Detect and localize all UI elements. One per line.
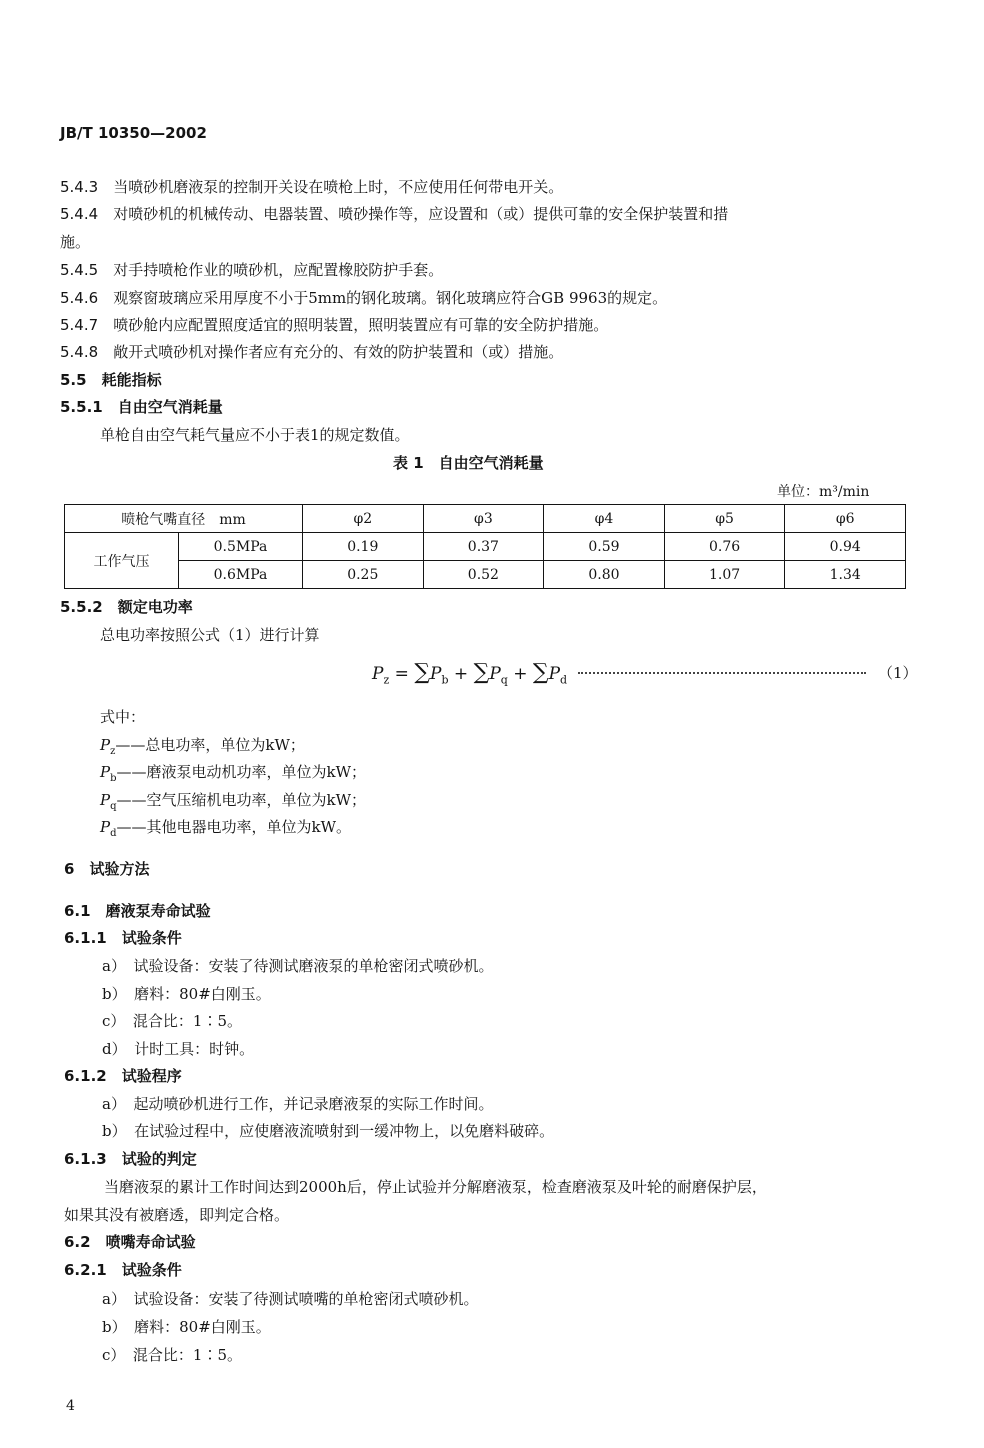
section-6-heading (64, 860, 149, 878)
where-label (100, 708, 145, 726)
air-consumption-table (64, 504, 906, 589)
clause-5-4-4-continued (60, 233, 90, 251)
page-number: 4 (66, 1398, 75, 1414)
list-text: 磨料：80#白刚玉。 (134, 985, 271, 1003)
table-cell: 0.25 (303, 561, 424, 589)
clause-text: 施。 (60, 233, 91, 251)
clause-5-4-5 (60, 261, 443, 279)
paragraph-continued (64, 1206, 289, 1224)
paragraph (100, 426, 410, 444)
clause-5-4-7 (60, 316, 608, 334)
variable-symbol: $P_d$ (100, 818, 117, 839)
list-text: 磨料：80#白刚玉。 (134, 1318, 271, 1336)
section-title: 试验程序 (121, 1067, 182, 1085)
where-text: 式中： (100, 708, 146, 726)
section-title: 额定电功率 (117, 598, 193, 616)
list-item (102, 1346, 242, 1364)
clause-text: 敞开式喷砂机对操作者应有充分的、有效的防护装置和（或）措施。 (113, 343, 564, 361)
list-marker: a） (102, 1290, 119, 1308)
list-item (102, 1318, 271, 1336)
variable-definition (100, 791, 366, 816)
variable-symbol: $P_z$ (100, 736, 116, 757)
standard-code-header: JB/T 10350—2002 (60, 124, 207, 142)
header-label-cell: 喷枪气嘴直径 mm (65, 505, 303, 533)
variable-text: ——磨液泵电动机功率，单位为kW； (116, 763, 367, 781)
formula-leader-dots (578, 664, 866, 674)
table-cell: 1.07 (664, 561, 785, 589)
pressure-cell: 0.5MPa (179, 533, 303, 561)
list-text: 起动喷砂机进行工作，并记录磨液泵的实际工作时间。 (133, 1095, 494, 1113)
table-row (65, 533, 906, 561)
list-item (102, 985, 271, 1003)
paragraph-text: 当磨液泵的累计工作时间达到2000h后，停止试验并分解磨液泵，检查磨液泵及叶轮的耐磨保护层， (104, 1178, 767, 1196)
table-cell: 0.37 (423, 533, 544, 561)
paragraph-text: 总电功率按照公式（1）进行计算 (100, 626, 320, 644)
section-title: 喷嘴寿命试验 (105, 1233, 196, 1251)
variable-text: ——总电功率，单位为kW； (115, 736, 305, 754)
section-title: 试验的判定 (121, 1150, 197, 1168)
table-cell: 0.80 (544, 561, 665, 589)
section-number: 6.2.1 (64, 1261, 107, 1279)
section-6-2-heading (64, 1233, 196, 1251)
section-number: 6.1 (64, 902, 91, 920)
list-item (102, 1095, 493, 1113)
paragraph (100, 626, 320, 644)
list-marker: a） (102, 957, 119, 975)
clause-text: 喷砂舱内应配置照度适宜的照明装置，照明装置应有可靠的安全防护措施。 (113, 316, 609, 334)
section-6-2-1-heading (64, 1261, 182, 1279)
clause-number: 5.4.7 (60, 316, 99, 334)
list-marker: b） (102, 985, 120, 1003)
section-title: 试验条件 (121, 929, 182, 947)
section-title: 试验方法 (89, 860, 150, 878)
variable-text: ——空气压缩机电功率，单位为kW； (116, 791, 367, 809)
clause-5-4-3 (60, 178, 563, 196)
list-text: 试验设备：安装了待测试喷嘴的单枪密闭式喷砂机。 (133, 1290, 479, 1308)
header-cell: φ5 (664, 505, 785, 533)
clause-text: 对手持喷枪作业的喷砂机，应配置橡胶防护手套。 (113, 261, 444, 279)
section-title: 磨液泵寿命试验 (105, 902, 211, 920)
section-5-5-2-heading (60, 598, 193, 616)
list-text: 混合比：1∶5。 (132, 1012, 243, 1030)
equation-number: （1） (878, 664, 918, 682)
clause-number: 5.4.3 (60, 178, 99, 196)
section-5-5-1-heading (60, 398, 223, 416)
clause-number: 5.4.4 (60, 205, 99, 223)
section-number: 6.2 (64, 1233, 91, 1251)
clause-5-4-8 (60, 343, 563, 361)
clause-text: 对喷砂机的机械传动、电器装置、喷砂操作等，应设置和（或）提供可靠的安全保护装置和措 (113, 205, 729, 223)
variable-symbol: $P_b$ (100, 763, 117, 784)
section-title: 试验条件 (121, 1261, 182, 1279)
section-number: 6.1.3 (64, 1150, 107, 1168)
section-6-1-heading (64, 902, 211, 920)
list-item (102, 1040, 254, 1058)
list-text: 在试验过程中，应使磨液流喷射到一缓冲物上，以免磨料破碎。 (134, 1122, 555, 1140)
table-unit: 单位：m³/min (777, 484, 870, 500)
table-cell: 0.19 (303, 533, 424, 561)
header-cell: φ2 (303, 505, 424, 533)
variable-definition (100, 763, 366, 788)
header-cell: φ3 (423, 505, 544, 533)
section-number: 6.1.2 (64, 1067, 107, 1085)
clause-text: 观察窗玻璃应采用厚度不小于5mm的钢化玻璃。钢化玻璃应符合GB 9963的规定。 (113, 289, 668, 307)
section-6-1-3-heading (64, 1150, 197, 1168)
list-text: 计时工具：时钟。 (134, 1040, 255, 1058)
section-number: 5.5.2 (60, 598, 103, 616)
list-item (102, 1122, 554, 1140)
table-row (65, 561, 906, 589)
pressure-cell: 0.6MPa (179, 561, 303, 589)
row-group-cell: 工作气压 (65, 533, 179, 589)
clause-text: 当喷砂机磨液泵的控制开关设在喷枪上时，不应使用任何带电开关。 (113, 178, 564, 196)
section-title: 自由空气消耗量 (117, 398, 223, 416)
variable-definition (100, 818, 351, 843)
clause-5-4-4 (60, 205, 728, 223)
variable-definition (100, 736, 305, 761)
list-marker: b） (102, 1318, 120, 1336)
list-text: 混合比：1∶5。 (132, 1346, 243, 1364)
table-cell: 0.59 (544, 533, 665, 561)
table-cell: 0.94 (785, 533, 906, 561)
section-5-5-heading (60, 371, 162, 389)
section-number: 5.5 (60, 371, 87, 389)
list-marker: b） (102, 1122, 120, 1140)
list-item (102, 1290, 478, 1308)
list-marker: c） (102, 1346, 118, 1364)
header-cell: φ4 (544, 505, 665, 533)
list-marker: a） (102, 1095, 119, 1113)
section-number: 6 (64, 860, 75, 878)
table-cell: 1.34 (785, 561, 906, 589)
table-cell: 0.52 (423, 561, 544, 589)
clause-5-4-6 (60, 289, 667, 307)
table-header-row (65, 505, 906, 533)
table-title: 表 1 自由空气消耗量 (393, 454, 544, 472)
section-6-1-2-heading (64, 1067, 182, 1085)
variable-symbol: $P_q$ (100, 791, 117, 812)
section-number: 5.5.1 (60, 398, 103, 416)
section-title: 耗能指标 (101, 371, 162, 389)
list-marker: d） (102, 1040, 120, 1058)
list-marker: c） (102, 1012, 118, 1030)
list-text: 试验设备：安装了待测试磨液泵的单枪密闭式喷砂机。 (133, 957, 494, 975)
variable-text: ——其他电器电功率，单位为kW。 (116, 818, 352, 836)
list-item (102, 957, 493, 975)
table-cell: 0.76 (664, 533, 785, 561)
header-cell: φ6 (785, 505, 906, 533)
paragraph-text: 单枪自由空气耗气量应不小于表1的规定数值。 (100, 426, 410, 444)
clause-number: 5.4.5 (60, 261, 99, 279)
paragraph (104, 1178, 767, 1196)
clause-number: 5.4.8 (60, 343, 99, 361)
power-formula: $P_z = \sum P_b + \sum P_q + \sum P_d$ (372, 660, 568, 687)
clause-number: 5.4.6 (60, 289, 99, 307)
section-number: 6.1.1 (64, 929, 107, 947)
paragraph-text: 如果其没有被磨透，即判定合格。 (64, 1206, 290, 1224)
section-6-1-1-heading (64, 929, 182, 947)
list-item (102, 1012, 242, 1030)
